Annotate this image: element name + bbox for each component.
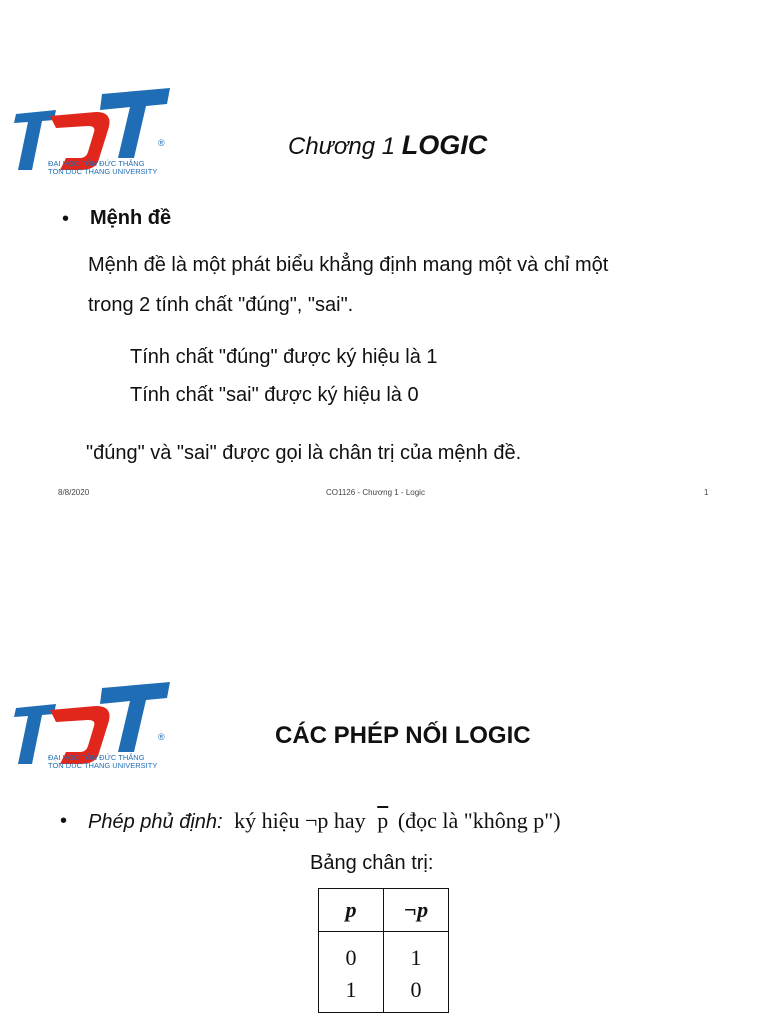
cell-not-p: 0 [384, 974, 449, 1013]
tdt-logo [10, 86, 170, 176]
negation-symbol-text: ký hiệu ¬p hay [234, 808, 366, 833]
property-false: Tính chất "sai" được ký hiệu là 0 [130, 384, 419, 406]
cell-p: 1 [319, 974, 384, 1013]
title-logic: LOGIC [401, 130, 488, 160]
truth-table-header [319, 889, 449, 932]
negation-line [88, 808, 561, 834]
slide-title [288, 130, 487, 161]
tdt-logo-icon [10, 86, 170, 176]
property-true: Tính chất "đúng" được ký hiệu là 1 [130, 346, 438, 368]
definition-line-1: Mệnh đề là một phát biểu khẳng định mang một và chỉ một [88, 254, 609, 276]
tdt-logo-icon [10, 680, 170, 770]
footer-course: CO1126 - Chương 1 - Logic [326, 488, 425, 497]
footer-page: 1 [704, 488, 709, 497]
negation-read: (đọc là "không p") [397, 808, 561, 833]
svg-text:®: ® [158, 732, 165, 742]
bullet: • [60, 810, 68, 832]
svg-text:®: ® [158, 138, 165, 148]
slide-title: CÁC PHÉP NỐI LOGIC [275, 722, 531, 749]
footer-date: 8/8/2020 [58, 488, 90, 497]
svg-text:TON DUC THANG UNIVERSITY: TON DUC THANG UNIVERSITY [48, 167, 158, 176]
header-not-p: ¬p [384, 889, 449, 932]
title-chapter: Chương 1 [288, 133, 396, 160]
svg-text:ĐẠI HỌC TÔN ĐỨC THẮNG: ĐẠI HỌC TÔN ĐỨC THẮNG [48, 159, 145, 168]
truth-value-sentence: "đúng" và "sai" được gọi là chân trị của mệnh đề. [86, 442, 522, 464]
heading-menh-de: Mệnh đề [90, 207, 172, 229]
negation-label: Phép phủ định: [88, 811, 223, 833]
table-caption: Bảng chân trị: [310, 852, 434, 874]
negation-bar-p: $\overline{p}$ [377, 808, 389, 833]
bullet: • [62, 208, 70, 230]
table-row [319, 932, 449, 975]
tdt-logo [10, 680, 170, 770]
table-row [319, 974, 449, 1013]
header-p: p [319, 889, 384, 932]
svg-text:ĐẠI HỌC TÔN ĐỨC THẮNG: ĐẠI HỌC TÔN ĐỨC THẮNG [48, 753, 145, 762]
slide-2 [0, 600, 768, 1024]
svg-text:TON DUC THANG UNIVERSITY: TON DUC THANG UNIVERSITY [48, 761, 158, 770]
definition-line-2: trong 2 tính chất "đúng", "sai". [88, 294, 354, 316]
truth-table [318, 888, 449, 1013]
cell-not-p: 1 [384, 932, 449, 975]
cell-p: 0 [319, 932, 384, 975]
